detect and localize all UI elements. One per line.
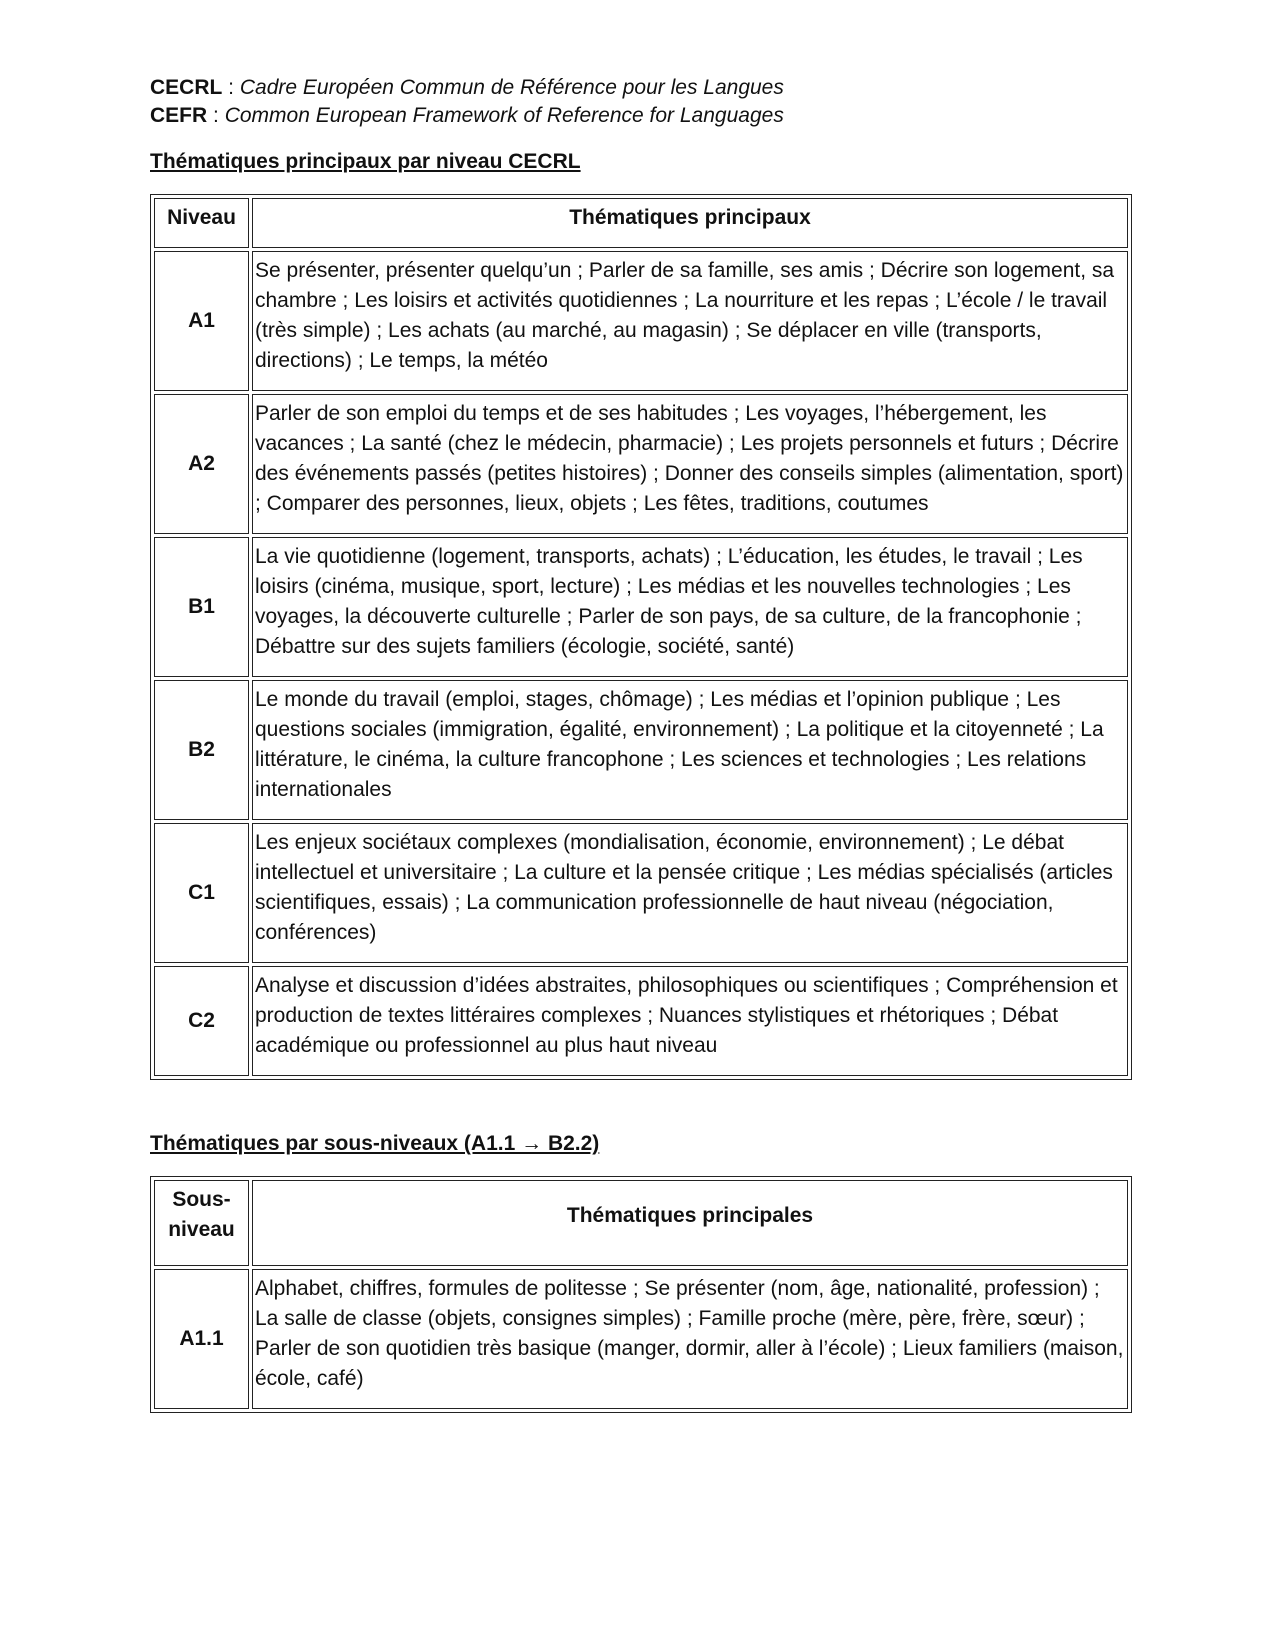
sublevels-table bbox=[150, 1176, 1132, 1413]
level-cell: B2 bbox=[154, 680, 249, 820]
themes-cell: Le monde du travail (emploi, stages, chômage) ; Les médias et l’opinion publique ; Les questions sociales (immigration, égalité, environnement) ; La politique et la citoyenneté ; La littérature, le cinéma, la culture francophone ; Les sciences et technologies ; Les relations internationales bbox=[252, 680, 1128, 820]
themes-cell: Les enjeux sociétaux complexes (mondialisation, économie, environnement) ; Le débat intellectuel et universitaire ; La culture et la pensée critique ; Les médias spécialisés (articles scientifiques, essais) ; La communication professionnelle de haut niveau (négociation, conférences) bbox=[252, 823, 1128, 963]
level-cell: C2 bbox=[154, 966, 249, 1076]
level-cell: B1 bbox=[154, 537, 249, 677]
table-header-row bbox=[154, 1180, 1128, 1266]
cefr-separator: : bbox=[207, 104, 225, 127]
column-header-themes: Thématiques principales bbox=[252, 1180, 1128, 1266]
table-row bbox=[154, 966, 1128, 1076]
table-row bbox=[154, 537, 1128, 677]
table-row bbox=[154, 1269, 1128, 1409]
column-header-level: Niveau bbox=[154, 198, 249, 248]
themes-cell: La vie quotidienne (logement, transports, achats) ; L’éducation, les études, le travail ; Les loisirs (cinéma, musique, sport, lecture) ; Les médias et les nouvelles technologies ; Les voyages, la découverte culturelle ; Parler de son pays, de sa culture, de la francophonie ; Débattre sur des sujets familiers (écologie, société, santé) bbox=[252, 537, 1128, 677]
table-row bbox=[154, 823, 1128, 963]
themes-cell: Parler de son emploi du temps et de ses habitudes ; Les voyages, l’hébergement, les vacances ; La santé (chez le médecin, pharmacie) ; Les projets personnels et futurs ; Décrire des événements passés (petites histoires) ; Donner des conseils simples (alimentation, sport) ; Comparer des personnes, lieux, objets ; Les fêtes, traditions, coutumes bbox=[252, 394, 1128, 534]
column-header-sublevel: Sous-niveau bbox=[154, 1180, 249, 1266]
cecrl-definition bbox=[150, 74, 1130, 102]
cecrl-separator: : bbox=[222, 76, 240, 99]
table-row bbox=[154, 394, 1128, 534]
table-row bbox=[154, 680, 1128, 820]
cecrl-full-name: Cadre Européen Commun de Référence pour les Langues bbox=[239, 76, 784, 99]
level-cell: A1 bbox=[154, 251, 249, 391]
table-header-row bbox=[154, 198, 1128, 248]
section-title-levels: Thématiques principaux par niveau CECRL bbox=[150, 150, 581, 173]
table-row bbox=[154, 251, 1128, 391]
themes-cell: Alphabet, chiffres, formules de politesse ; Se présenter (nom, âge, nationalité, profession) ; La salle de classe (objets, consignes simples) ; Famille proche (mère, père, frère, sœur) ; Parler de son quotidien très basique (manger, dormir, aller à l’école) ; Lieux familiers (maison, école, café) bbox=[252, 1269, 1128, 1409]
cecrl-abbr: CECRL bbox=[150, 76, 223, 99]
cefr-definition bbox=[150, 102, 1130, 130]
document-page bbox=[150, 74, 1130, 1413]
themes-cell: Analyse et discussion d’idées abstraites, philosophiques ou scientifiques ; Compréhension et production de textes littéraires complexes ; Nuances stylistiques et rhétoriques ; Débat académique ou professionnel au plus haut niveau bbox=[252, 966, 1128, 1076]
level-cell: C1 bbox=[154, 823, 249, 963]
sublevel-cell: A1.1 bbox=[154, 1269, 249, 1409]
cefr-full-name: Common European Framework of Reference for Languages bbox=[224, 104, 784, 127]
cefr-abbr: CEFR bbox=[150, 104, 208, 127]
themes-cell: Se présenter, présenter quelqu’un ; Parler de sa famille, ses amis ; Décrire son logement, sa chambre ; Les loisirs et activités quotidiennes ; La nourriture et les repas ; L’école / le travail (très simple) ; Les achats (au marché, au magasin) ; Se déplacer en ville (transports, directions) ; Le temps, la météo bbox=[252, 251, 1128, 391]
section-title-sublevels: Thématiques par sous-niveaux (A1.1 → B2.2) bbox=[150, 1132, 600, 1155]
levels-table bbox=[150, 194, 1132, 1080]
level-cell: A2 bbox=[154, 394, 249, 534]
column-header-themes: Thématiques principaux bbox=[252, 198, 1128, 248]
